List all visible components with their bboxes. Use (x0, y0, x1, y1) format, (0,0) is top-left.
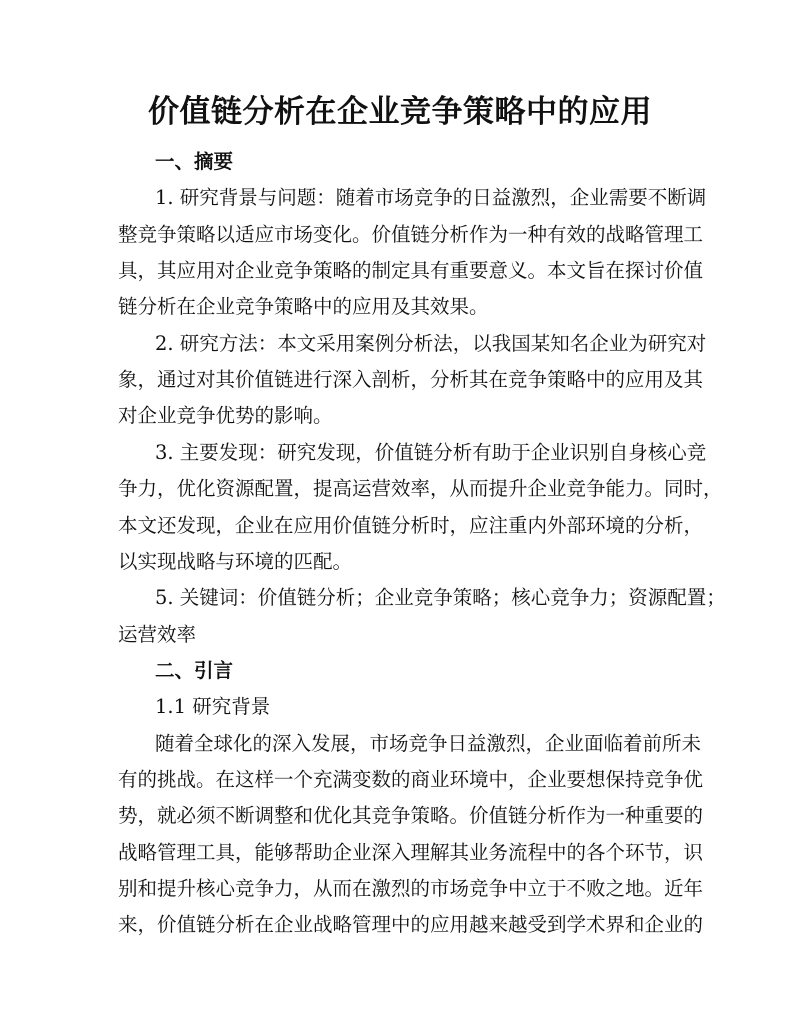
keywords-line-2: 运营效率 (118, 623, 197, 646)
intro-paragraph-line-2: 有的挑战。在这样一个充满变数的商业环境中，企业要想保持竞争优 (118, 768, 704, 791)
intro-paragraph-line-1: 随着全球化的深入发展，市场竞争日益激烈，企业面临着前所未 (155, 732, 702, 755)
abstract-item-3-line-4: 以实现战略与环境的匹配。 (118, 550, 353, 573)
intro-subheading: 1.1 研究背景 (155, 695, 271, 718)
abstract-item-1-line-2: 整竞争策略以适应市场变化。价值链分析作为一种有效的战略管理工 (118, 223, 704, 246)
abstract-item-2-line-1: 2. 研究方法：本文采用案例分析法，以我国某知名企业为研究对 (155, 332, 707, 355)
abstract-item-3-line-1: 3. 主要发现：研究发现，价值链分析有助于企业识别自身核心竞 (155, 441, 707, 464)
abstract-heading: 一、摘要 (155, 150, 234, 173)
intro-paragraph-line-5: 别和提升核心竞争力，从而在激烈的市场竞争中立于不败之地。近年 (118, 877, 704, 900)
abstract-item-2-line-3: 对企业竞争优势的影响。 (118, 404, 333, 427)
abstract-item-3-line-3: 本文还发现，企业在应用价值链分析时，应注重内外部环境的分析， (118, 514, 704, 537)
intro-paragraph-line-4: 战略管理工具，能够帮助企业深入理解其业务流程中的各个环节，识 (118, 841, 704, 864)
abstract-item-1-line-1: 1. 研究背景与问题：随着市场竞争的日益激烈，企业需要不断调 (155, 186, 707, 209)
intro-paragraph-line-3: 势，就必须不断调整和优化其竞争策略。价值链分析作为一种重要的 (118, 804, 704, 827)
abstract-item-2-line-2: 象，通过对其价值链进行深入剖析，分析其在竞争策略中的应用及其 (118, 368, 704, 391)
abstract-item-3-line-2: 争力，优化资源配置，提高运营效率，从而提升企业竞争能力。同时， (118, 477, 723, 500)
intro-heading: 二、引言 (155, 659, 234, 682)
keywords-line-1: 5. 关键词：价值链分析；企业竞争策略；核心竞争力；资源配置； (155, 586, 726, 609)
intro-paragraph-line-6: 来，价值链分析在企业战略管理中的应用越来越受到学术界和企业的 (118, 913, 704, 936)
abstract-item-1-line-4: 链分析在企业竞争策略中的应用及其效果。 (118, 295, 489, 318)
document-title: 价值链分析在企业竞争策略中的应用 (148, 94, 652, 130)
abstract-item-1-line-3: 具，其应用对企业竞争策略的制定具有重要意义。本文旨在探讨价值 (118, 259, 704, 282)
